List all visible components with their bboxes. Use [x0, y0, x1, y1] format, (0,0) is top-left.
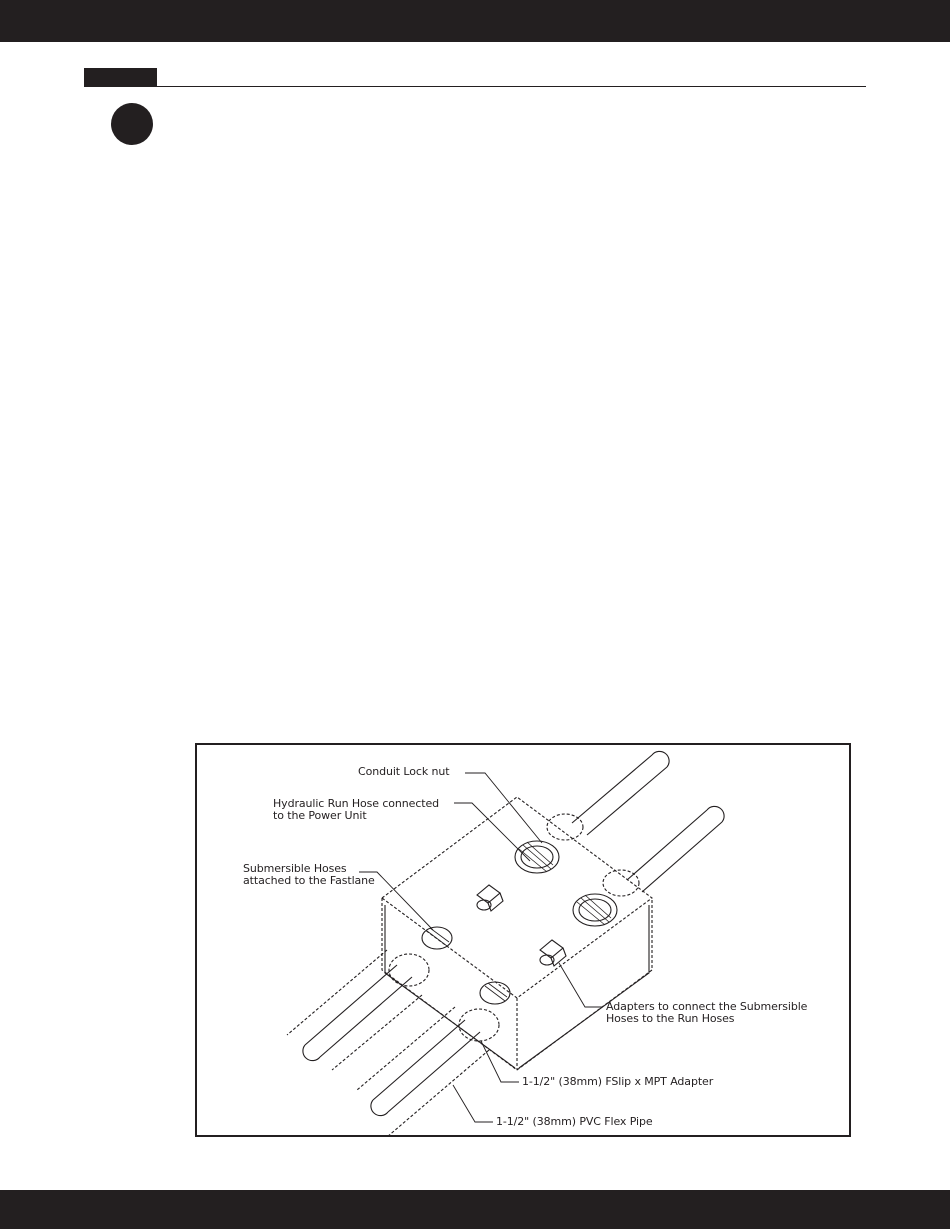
- lower-pipe-b: [371, 1020, 480, 1116]
- section-tab: [84, 68, 157, 87]
- top-banner: [0, 0, 950, 42]
- bottom-banner: [0, 1190, 950, 1229]
- header-rule: [84, 86, 866, 87]
- adapter-fitting-a: [477, 885, 503, 911]
- callout-submersible-hoses: Submersible Hoses attached to the Fastlane: [243, 862, 375, 887]
- leader-lines: [359, 773, 603, 1122]
- upper-adapter-ring-a: [547, 814, 583, 840]
- lower-adapter-ring-a: [389, 954, 429, 986]
- callout-adapters: Adapters to connect the Submersible Hoses to the Run Hoses: [606, 1000, 808, 1025]
- callout-conduit-lock-nut: Conduit Lock nut: [358, 765, 450, 778]
- upper-adapter-ring-b: [603, 870, 639, 896]
- upper-pipe-a: [572, 751, 669, 835]
- adapter-fitting-b: [540, 940, 566, 966]
- junction-box-outline: [382, 797, 652, 1070]
- lock-nut-upper-b: [573, 894, 617, 926]
- lock-nut-lower-b: [480, 982, 510, 1004]
- lock-nut-lower-a: [422, 927, 452, 949]
- flex-pipe-outline: [287, 950, 489, 1135]
- callout-pvc-flex-pipe: 1-1/2" (38mm) PVC Flex Pipe: [496, 1115, 653, 1128]
- lock-nut-upper-a: [515, 841, 559, 873]
- upper-pipe-b: [627, 806, 724, 892]
- junction-box-diagram: [195, 743, 851, 1137]
- lower-adapter-ring-b: [459, 1009, 499, 1041]
- callout-hydraulic-run-hose: Hydraulic Run Hose connected to the Power Unit: [273, 797, 440, 822]
- callout-fslip-adapter: 1-1/2" (38mm) FSlip x MPT Adapter: [522, 1075, 714, 1088]
- step-bullet-icon: [111, 103, 153, 145]
- lower-pipe-a: [303, 965, 412, 1061]
